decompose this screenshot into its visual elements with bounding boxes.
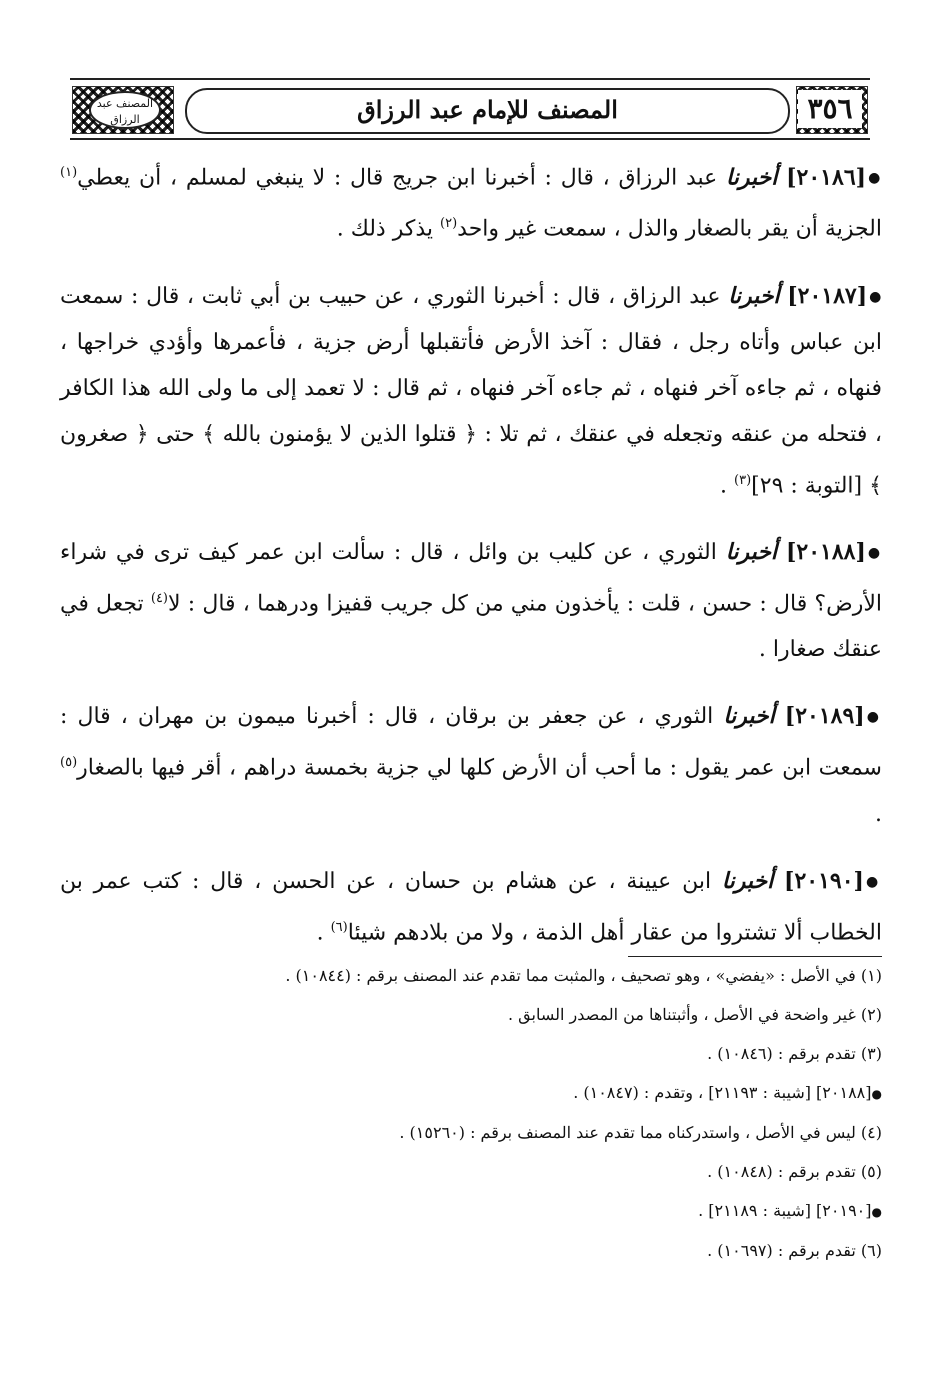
footnote-text: (٥) تقدم برقم : (١٠٨٤٨) . <box>707 1162 882 1181</box>
footnote-2 <box>100 1005 882 1025</box>
footnotes <box>100 966 882 1280</box>
footnote-6 <box>100 1241 882 1261</box>
hadith-text: عبد الرزاق ، قال : أخبرنا الثوري ، عن حبيب بن أبي ثابت ، قال : سمعت ابن عباس وأتاه رجل ، فقال : آخذ الأرض فأتقبلها أرض جزية ، فأعمرها وأؤدي خراجها ، فنهاه ، ثم جاءه آخر فنهاه ، ثم جاءه آخر فنهاه ، ثم قال : لا تعمد إلى ما ولى الله هذا الكافر ، فتحله من عنقه وتجعله في عنقك ، ثم تلا : ﴿ قتلوا الذين لا يؤمنون بالله ﴾ حتى ﴿ صغرون ﴾ [التوبة : ٢٩] <box>60 283 882 498</box>
hadith-text: ابن عيينة ، عن هشام بن حسان ، عن الحسن ، قال : كتب عمر بن الخطاب ألا تشتروا من عقار أهل الذمة ، ولا من بلادهم شيئا <box>60 868 882 945</box>
footnote-ref: (٦) <box>330 919 348 935</box>
hadith-number: [٢٠١٨٨] <box>785 538 866 565</box>
hadith-20186 <box>60 150 882 253</box>
hadith-number: [٢٠١٨٦] <box>786 164 867 191</box>
page-header <box>70 78 870 140</box>
hadith-20187 <box>60 273 882 509</box>
hadith-text: الجزية أن يقر بالصغار والذل ، سمعت غير واحد <box>457 216 882 242</box>
transmission-word: أخبرنا <box>721 867 774 894</box>
hadith-20189 <box>60 693 882 837</box>
footnote-text: (١) في الأصل : «يفضي» ، وهو تصحيف ، والمثبت مما تقدم عند المصنف برقم : (١٠٨٤٤) . <box>285 966 882 985</box>
footnote-text: (٦) تقدم برقم : (١٠٦٩٧) . <box>707 1241 882 1260</box>
hadith-text: يذكر ذلك . <box>336 216 434 242</box>
footnote-ref: (٤) <box>150 590 168 606</box>
hadith-text: عبد الرزاق ، قال : أخبرنا ابن جريج قال : لا ينبغي لمسلم ، أن يعطي <box>77 165 718 191</box>
hadith-20188 <box>60 529 882 673</box>
book-logo: المصنف عبد الرزاق <box>89 91 161 129</box>
footnote-text: (٤) ليس في الأصل ، واستدركناه مما تقدم عند المصنف برقم : (١٥٢٦٠) . <box>399 1123 882 1142</box>
bullet-icon: ● <box>869 288 883 305</box>
footnote-text: [٢٠١٩٠] [شيبة : ٢١١٨٩] . <box>698 1201 872 1220</box>
hadith-text: الثوري ، عن كليب بن وائل ، قال : سألت ابن عمر كيف ترى في شراء الأرض؟ قال : حسن ، قلت : يأخذون مني من كل جريب قفيزا ودرهما ، قال : لا <box>60 539 882 617</box>
footnote-text: (٢) غير واضحة في الأصل ، وأثبتناها من المصدر السابق . <box>507 1005 882 1024</box>
hadith-text: . <box>720 472 735 498</box>
hadith-20190 <box>60 858 882 956</box>
hadith-text: . <box>316 919 331 945</box>
ornament-left-icon <box>72 86 174 134</box>
footnote-separator <box>628 956 882 957</box>
footnote-text: (٣) تقدم برقم : (١٠٨٤٦) . <box>707 1044 882 1063</box>
hadith-text: الثوري ، عن جعفر بن برقان ، قال : أخبرنا ميمون بن مهران ، قال : سمعت ابن عمر يقول : ما أحب أن الأرض كلها لي جزية بخمسة دراهم ، أقر فيها بالصغار <box>60 704 882 781</box>
bullet-icon: ● <box>871 1087 882 1101</box>
hadith-text: . <box>875 801 882 827</box>
footnote-text: [٢٠١٨٨] [شيبة : ٢١١٩٣] ، وتقدم : (١٠٨٤٧) . <box>573 1083 872 1102</box>
bullet-icon: ● <box>867 544 883 561</box>
bullet-icon: ● <box>868 170 883 187</box>
footnote-ref: (٥) <box>60 755 78 771</box>
transmission-word: أخبرنا <box>726 164 778 191</box>
running-title: المصنف للإمام عبد الرزاق <box>185 88 790 134</box>
footnote-ref: (٢) <box>440 216 458 232</box>
transmission-word: أخبرنا <box>725 538 778 565</box>
main-text <box>60 150 882 976</box>
hadith-number: [٢٠١٨٧] <box>787 282 868 309</box>
footnote-3 <box>100 1044 882 1064</box>
hadith-number: [٢٠١٨٩] <box>784 703 865 730</box>
footnote-ref: (٣) <box>734 472 752 488</box>
bullet-icon: ● <box>866 709 883 726</box>
bullet-icon: ● <box>871 1205 882 1219</box>
transmission-word: أخبرنا <box>723 703 775 730</box>
transmission-word: أخبرنا <box>728 282 780 309</box>
source-note-20188 <box>100 1083 882 1104</box>
footnote-4 <box>100 1123 882 1143</box>
source-note-20190 <box>100 1201 882 1222</box>
footnote-5 <box>100 1162 882 1182</box>
hadith-text: تجعل في عنقك صغارا . <box>60 591 882 663</box>
bullet-icon: ● <box>865 873 882 890</box>
page-number: ٣٥٦ <box>798 90 862 128</box>
footnote-ref: (١) <box>60 165 78 180</box>
hadith-number: [٢٠١٩٠] <box>784 867 864 894</box>
footnote-1 <box>100 966 882 986</box>
